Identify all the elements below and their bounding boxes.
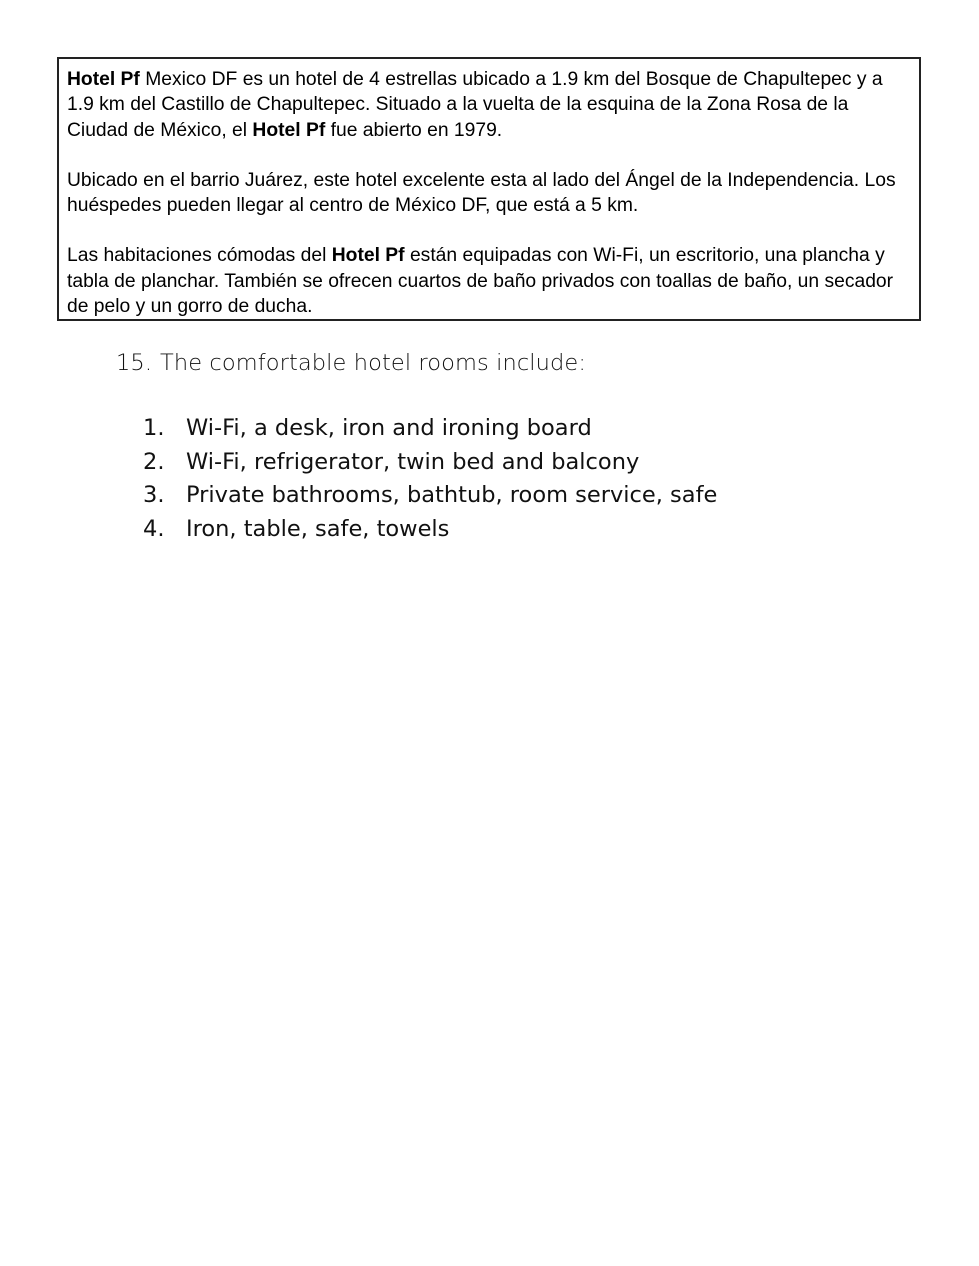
reading-passage-box (57, 57, 921, 321)
option-text: Wi-Fi, a desk, iron and ironing board (186, 415, 592, 441)
option-number: 3. (143, 482, 165, 508)
passage-text: Mexico DF es un hotel de 4 estrellas ubicado a 1.9 km del Bosque de Chapultepec y a 1.9 km del Castillo de Chapultepec. Situado a la vuelta de la esquina de la Zona Rosa de la Ciudad de México, el (67, 69, 883, 141)
passage-text: fue abierto en 1979. (325, 119, 503, 141)
passage-paragraph-3 (67, 243, 911, 319)
passage-paragraph-2 (67, 168, 911, 219)
option-number: 4. (143, 515, 165, 542)
answer-options-list (143, 412, 717, 546)
passage-text: Las habitaciones cómodas del (67, 245, 332, 267)
answer-option-3[interactable] (143, 479, 717, 513)
answer-option-2[interactable] (143, 446, 717, 480)
question-number: 15. (116, 350, 153, 376)
option-text: Wi-Fi, refrigerator, twin bed and balcony (186, 448, 640, 475)
passage-text: están equipadas con Wi-Fi, un escritorio, una plancha y tabla de planchar. También se ofrecen cuartos de baño privados con toallas de baño, un secador de pelo y un gorro de ducha. (67, 245, 894, 318)
answer-option-1[interactable] (143, 412, 717, 446)
hotel-name-bold: Hotel Pf (331, 245, 405, 267)
passage-paragraph-1 (67, 67, 911, 143)
question-15 (116, 350, 586, 376)
hotel-name-bold: Hotel Pf (67, 69, 140, 90)
passage-text: Ubicado en el barrio Juárez, este hotel excelente esta al lado del Ángel de la Independencia. Los huéspedes pueden llegar al centro de México DF, que está a 5 km. (67, 169, 896, 217)
option-text: Iron, table, safe, towels (186, 515, 450, 542)
option-number: 2. (143, 448, 165, 475)
option-text: Private bathrooms, bathtub, room service, safe (186, 482, 718, 508)
question-text: The comfortable hotel rooms include: (160, 350, 587, 376)
answer-option-4[interactable] (143, 513, 717, 547)
option-number: 1. (143, 415, 165, 441)
hotel-name-bold: Hotel Pf (252, 119, 326, 141)
